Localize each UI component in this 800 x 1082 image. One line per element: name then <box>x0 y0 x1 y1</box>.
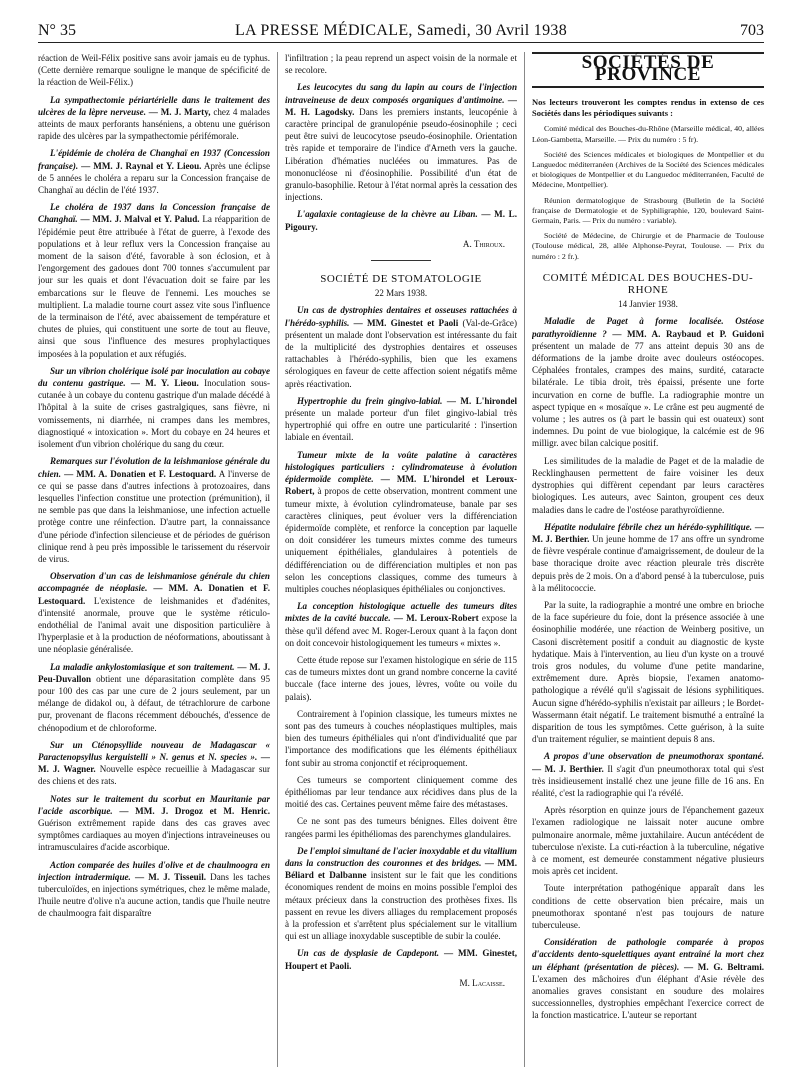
abstract-entry <box>38 147 270 196</box>
entry-text: (Val-de-Grâce) présentent un malade dont l'observation est intéressante du fait de la multiplicité des dystrophies dentaires et osseuses rattachables à l'hérédo-syphilis, bien que les examens sérologiques en faveur de cette affection soient négatifs même après réactivation. <box>285 317 517 389</box>
abstract-entry <box>38 570 270 655</box>
entry-title: Maladie de Paget à forme localisée. Ostéose parathyroïdienne ? <box>532 316 764 339</box>
abstract-entry <box>285 208 517 232</box>
entry-authors: — MM. Béliard et Dalbanne <box>285 857 517 881</box>
entry-text: insistent sur le fait que les conditions économiques rendent de moins en moins possible l'emploi des métaux précieux dans la construction des prothèses fixes. Ils passent en revue les divers alliages du remplacement proposés à la profession et s'arrêtent plus spécialement sur le vitallium qui est un alliage inoxydable susceptible de subir la coulée. <box>285 870 517 942</box>
entry-title: La conception histologique actuelle des tumeurs dites mixtes de la cavité buccale. <box>285 601 517 624</box>
entry-authors: — M. Leroux-Robert <box>390 613 479 624</box>
abstract-entry <box>38 365 270 450</box>
abstract-entry <box>285 654 517 703</box>
abstract-entry <box>38 793 270 854</box>
entry-text: L'existence de leishmanides et d'adénites, d'intensité anormale, prouve que le système réticulo-endothélial de l'animal avait une disposition particulière à l'hyperplasie et à la production de néoformations, aboutissant à une néoplasie généralisée. <box>38 595 270 655</box>
section-title: COMITÉ MÉDICAL DES BOUCHES-DU-RHONE <box>542 271 754 297</box>
entry-title: La maladie ankylostomiasique et son traitement. <box>50 661 235 672</box>
entry-text: Un jeune homme de 17 ans offre un syndrome de fièvre vespérale continue d'amaigrissement, de douleur de la base thoracique droite avec réaction pleurale très discrète depuis près de 2 mois. On a d'abord pensé à la tuberculose, puis à la mélitococcie. <box>532 533 764 593</box>
signature: A. Thiroux. <box>462 238 505 249</box>
abstract-entry <box>38 661 270 734</box>
journal-title: LA PRESSE MÉDICALE, Samedi, 30 Avril 1938 <box>234 22 567 39</box>
entry-text: Les similitudes de la maladie de Paget et de la maladie de Recklinghausen permettent de faire voisiner les deux dystrophies qui diffèrent cependant par leurs caractères biologiques. Les auteurs, avec Sainton, groupent ces deux maladies dans le cadre de l'ostéose parathyroïdienne. <box>532 455 764 515</box>
abstract-entry <box>532 882 764 931</box>
entry-authors: — MM. Ginestet et Paoli <box>349 317 459 328</box>
entry-text: Après une éclipse de 5 années le choléra a reparu sur la Concession française de Changhaï au déclin de l'été 1937. <box>38 160 270 196</box>
section-date: 14 Janvier 1938. <box>618 299 678 310</box>
entry-title: Observation d'un cas de leishmaniose générale du chien accompagnée de néoplasie. <box>38 571 270 594</box>
entry-title: Sur un Cténopsyllide nouveau de Madagascar « Paractenopsyllus kerguistelli » N. genus et N. species ». <box>38 739 270 762</box>
abstract-entry <box>285 395 517 444</box>
entry-authors: — M. J. Peu-Duvallon <box>38 661 270 684</box>
entry-text: Contrairement à l'opinion classique, les tumeurs mixtes ne sont pas des tumeurs à couches néoplastiques multiples, mais bien des tumeurs épithéliales qui n'ont d'individualité que par l'importance des modifications que les éléments épithéliaux font subir au stroma conjonctif et réciproquement. <box>285 708 517 768</box>
abstract-entry <box>532 804 764 877</box>
entry-text: chez 4 malades atteints de maux perforants hanséniens, a obtenu une guérison rapide des ulcères par la sympathectomie périfémorale. <box>38 106 270 142</box>
abstract-entry <box>38 94 270 143</box>
abstract-entry <box>38 455 270 565</box>
page-label: N° 35 <box>38 22 76 39</box>
entry-title: Hypertrophie du frein gingivo-labial. <box>297 395 443 406</box>
abstract-entry <box>285 600 517 649</box>
entry-title: De l'emploi simultané de l'acier inoxydable et du vitallium dans la construction des couronnes et des bridges. <box>285 845 517 868</box>
entry-title: Tumeur mixte de la voûte palatine à caractères histologiques particuliers : cylindromateuse à évolution épidermoïde complète. <box>285 449 517 485</box>
entry-authors: — M. H. Lagodsky. <box>285 94 517 117</box>
entry-text: expose la thèse qu'il défend avec M. Roger-Leroux quant à la façon dont on doit concevoir histologiquement les tumeurs « mixtes ». <box>285 613 517 648</box>
entry-text: La réapparition de l'épidémie peut être attribuée à l'état de guerre, à l'exode des populations et à leur reflux vers la Concession française au moment de la saison d'été, favorable à son éclosion, et à l'engorgement des gadoues dont 700 tonnes s'accumulent par jour sur les quais et dont l'évacuation doit se faire par les embarcations sur le fleuve de l'ennemi. Les mouches se multiplient. La maladie tourne court assez vite sous l'influence de la terminaison de l'été, avec abaissement de température et chutes de pluies, qui constituent une sorte de tout au fleuve, ainsi que sous l'influence des mesures prophylactiques imposées à la population et aux réfugiés. <box>38 214 270 359</box>
entry-title: Un cas de dystrophies dentaires et osseuses rattachées à l'hérédo-syphilis. <box>285 305 517 328</box>
entry-text: Après résorption en quinze jours de l'épanchement gazeux l'examen radiologique ne laissait noter aucune ombre pulmonaire anormale, même juxtahilaire. Aucun antécédent de tuberculose n'existe. La cuti-réaction à la tuberculine, négative à ce moment, est demeurée constamment négative plusieurs mois après cet incident. <box>532 805 764 877</box>
entry-text: à propos de cette observation, montrent comment une tumeur mixte, à évolution cylindromateuse, banale par ses caractères cliniques, peut évoluer vers la différenciation épidermoïde complète, et renforce la conception par laquelle on doit considérer les tumeurs mixtes comme des tumeurs uniquement épithéliales, glandulaires à potentiels de dédifférenciation ou de différenciation multiples et non pas selon les conceptions classiques, comme des tumeurs à multiples couches néoplasiques épithéliales ou conjonctives. <box>285 486 517 594</box>
abstract-entry <box>532 521 764 594</box>
section-title: SOCIÉTÉ DE STOMATOLOGIE <box>320 273 482 286</box>
entry-text: Dans les taches tuberculoïdes, en injections symétriques, chez le même malade, l'huile neutre d'olive n'a aucune action, tandis que l'huile neutre de chaulmoogra fait disparaître <box>38 871 270 919</box>
entry-authors: — M. J. Berthier. <box>532 521 764 544</box>
section-date: 22 Mars 1938. <box>374 288 428 299</box>
entry-text: Dans les premiers instants, leucopénie à caractère principal de granulopénie pseudo-éosinophile ; ceci peut être suivi de leucocytose pseudo-éosinophile. Orientation très rapide et temporaire de l'indice d'Arneth vers la gauche. Libération d'hématies nucléées ou immatures. Pas de mononucléose ni d'éosinophilie. Possibilité d'un état de granulo-basophilie. Retour à l'état normal après la cessation des injections. <box>285 106 517 203</box>
entry-text: Il s'agit d'un pneumothorax total qui s'est très insidieusement installé chez une jeune fille de 16 ans. En réalité, c'est la radiographie qui l'a révélé. <box>532 763 764 798</box>
abstract-entry <box>38 859 270 920</box>
entry-authors: — MM. A. Raybaud et P. Guidoni <box>606 328 764 339</box>
entry-authors: — M. J. Marty, <box>145 106 211 117</box>
abstract-entry <box>285 947 517 971</box>
abstract-entry <box>285 708 517 769</box>
abstract-entry <box>532 315 764 449</box>
entry-text: Toute interprétation pathogénique apparaît dans les conditions de cette observation bien précaire, mais un pneumothorax spontané n'est pas toujours de nature tuberculeuse. <box>532 883 764 930</box>
entry-text: réaction de Weil-Félix positive sans avoir jamais eu de typhus. (Cette dernière remarque souligne le manque de spécificité de la réaction de Weil-Félix.) <box>38 53 270 88</box>
entry-title: Action comparée des huiles d'olive et de chaulmoogra en injection intradermique. <box>38 859 270 882</box>
abstract-entry <box>532 750 764 799</box>
entry-title: Remarques sur l'évolution de la leishmaniose générale du chien. <box>38 456 270 479</box>
entry-title: L'agalaxie contagieuse de la chèvre au Liban. <box>297 209 478 220</box>
entry-authors: — M. L. Pigoury. <box>285 209 517 232</box>
signature: M. Lacaisse. <box>459 977 505 988</box>
entry-text: obtient une déparasitation complète dans 95 pour 100 des cas par une cure de 2 jours seulement, par un mélange de didakol ou, à défaut, de tétrachlorure de carbone pur, provenant de flacons récemment débouchés, d'essence de chénopodium et de chloroforme. <box>38 673 270 733</box>
entry-text: Nouvelle espèce recueillie à Madagascar sur des chiens et des rats. <box>38 764 270 787</box>
abstract-entry <box>38 201 270 360</box>
entry-authors: — M. Y. Lieou. <box>125 378 199 389</box>
abstract-entry <box>532 936 764 1021</box>
column-left <box>38 52 270 1076</box>
entry-text: Par la suite, la radiographie a montré une ombre en brioche de la face supérieure du foie, dont la présence associée à une éosinophilie modérée, une réaction de Weinberg positive, un Casoni discrètement positif a conduit au diagnostic de kyste hydatique. Mais à l'intervention, au lieu d'un kyste on a trouvé trois gros nodules, du volume d'une petite mandarine, extrêmement dure. Après biopsie, l'examen anatomo-pathologique a révélé qu'il s'agissait de lésions syphilitiques. Aucun signe d'hérédo-syphilis n'existait par ailleurs ; le Bordet-Wassermann était négatif. Le traitement bismuthé a entraîné la disparition de tous les symptômes. Cette guérison, à la suite d'un traitement régulier, se maintient depuis 8 ans. <box>532 599 764 745</box>
entry-authors: — MM. Ginestet, Houpert et Paoli. <box>285 948 517 971</box>
entry-text: présente un malade porteur d'un filet gingivo-labial très hypertrophié qui offre en outre une particularité : l'insertion labiale en éventail. <box>285 408 517 443</box>
entry-title: Sur un vibrion cholérique isolé par inoculation au cobaye du contenu gastrique. <box>38 365 270 389</box>
societies-heading-box <box>532 52 764 88</box>
entry-authors: — MM. A. Donatien et F. Lestoquard. <box>38 583 270 606</box>
abstract-entry <box>285 845 517 943</box>
column-rule <box>524 52 525 1067</box>
abstract-entry <box>38 52 270 89</box>
abstract-entry <box>532 599 764 745</box>
entry-title: A propos d'une observation de pneumothorax spontané. <box>544 751 764 762</box>
entry-title: Le choléra de 1937 dans la Concession française de Changhaï. <box>38 202 270 225</box>
entry-title: Hépatite nodulaire fébrile chez un hérédo-syphilitique. <box>544 521 753 532</box>
entry-authors: — MM. L'hirondel et Leroux-Robert, <box>285 474 517 497</box>
page-header <box>38 20 764 43</box>
periodical-listing: Société de Médecine, de Chirurgie et de Pharmacie de Toulouse (Toulouse médical, 28, allée Alphonse-Peyrat, Toulouse. — Prix du numéro : 2 fr.). <box>532 231 764 261</box>
entry-authors: — MM. J. Raynal et Y. Lieou. <box>78 160 202 171</box>
entry-title: Notes sur le traitement du scorbut en Mauritanie par l'acide ascorbique. <box>38 793 270 816</box>
entry-text: A l'inverse de ce qui se passe dans d'autres infections à protozoaires, dans lesquelles l'infection constitue une protection (prémunition), il ne semble pas que dans la leishmaniose, une infection actuelle protège contre une réinfection. D'autre part, la connaissance d'une période d'infection silencieuse et de périodes de guérison clinique rend à peu près impossible le tarissement du réservoir de virus. <box>38 468 270 564</box>
abstract-entry <box>285 774 517 811</box>
entry-text: L'examen des mâchoires d'un éléphant d'Asie révèle des anomalies graves consistant en soudure des molaires successionnelles, dystrophies empêchant l'exercice correct de la fonction masticatrice. L'auteur se reportant <box>532 973 764 1021</box>
abstract-entry <box>532 455 764 516</box>
abstract-entry <box>285 304 517 389</box>
entry-text: Ce ne sont pas des tumeurs bénignes. Elles doivent être rangées parmi les épithéliomas des parenchymes glandulaires. <box>285 816 517 839</box>
column-right <box>532 52 764 1076</box>
entry-text: Guérison extrêmement rapide dans des cas graves avec symptômes cardiaques au moyen d'injections intraveineuses ou intramusculaires d'acide ascorbique. <box>38 817 270 853</box>
entry-title: L'épidémie de choléra de Changhaï en 1937 (Concession française). <box>38 148 270 171</box>
abstract-entry <box>285 52 517 76</box>
abstract-entry <box>285 815 517 839</box>
entry-authors: — M. G. Beltrami. <box>679 961 764 972</box>
column-middle <box>285 52 517 1076</box>
periodical-listing: Comité médical des Bouches-du-Rhône (Marseille médical, 40, allées Léon-Gambetta, Marseille. — Prix du numéro : 5 fr). <box>532 124 764 144</box>
entry-authors: — MM. A. Donatien et F. Lestoquard. <box>61 468 217 479</box>
entry-title: La sympathectomie périartérielle dans le traitement des ulcères de la lèpre nerveuse. <box>38 94 270 117</box>
abstract-entry <box>38 739 270 788</box>
entry-authors: — M. L'hirondel <box>442 395 517 406</box>
entry-authors: — M. J. Wagner. <box>38 751 270 775</box>
section-divider <box>371 260 431 261</box>
entry-authors: — M. J. Berthier. <box>532 763 604 774</box>
entry-title: Considération de pathologie comparée à propos d'accidents dento-squelettiques ayant entraîné la mort chez un éléphant (présentation de pièces). <box>532 937 764 972</box>
entry-title: Un cas de dysplasie de Capdepont. <box>297 948 440 959</box>
entry-text: Cette étude repose sur l'examen histologique en série de 115 cas de tumeurs mixtes dont un grand nombre concerne la cavité buccale (face interne des joues, lèvres, voûte ou voile du palais). <box>285 654 517 702</box>
entry-title: Les leucocytes du sang du lapin au cours de l'injection intraveineuse de deux composés organiques d'antimoine. <box>285 82 517 105</box>
entry-authors: — M. J. Tisseuil. <box>130 871 207 882</box>
entry-authors: — MM. J. Drogoz et M. Henric. <box>112 805 270 816</box>
abstract-entry <box>285 449 517 595</box>
societies-intro: Nos lecteurs trouveront les comptes rendus in extenso de ces Sociétés dans les périodiques suivants : <box>532 97 764 119</box>
page-number: 703 <box>740 22 764 39</box>
abstract-entry <box>285 81 517 203</box>
societies-title: SOCIÉTÉS DE PROVINCE <box>581 52 715 86</box>
entry-text: l'infiltration ; la peau reprend un aspect voisin de la normale et se recolore. <box>285 53 517 76</box>
column-rule <box>277 52 278 1067</box>
entry-text: Inoculation sous-cutanée à un cobaye du contenu gastrique d'un malade décédé à l'hôpital à la suite de crises gastralgiques, sans fièvre, ni vomissements, ni diarrhée, ni crampes dans les membres, diagnostiqué « intoxication ». Mort du cobaye en 24 heures et isolement d'un vibrion cholérique du sang du cœur. <box>38 378 270 450</box>
entry-text: présentent un malade de 77 ans atteint depuis 30 ans de déformations de la jambe droite avec douleurs ostéocopes. Céphalées frontales, crampes des mains, surdité, cataracte bilatérale. Le tibia droit, très épaissi, présente une forte incurvation en corne de buffle. La radiographie montre un aspect typique en « mosaïque ». Le crâne est peu augmenté de volume ; les autres os (à part le bassin qui est ouateux) sont indemnes. Du point de vue biologique, la calcémie est de 96 milligr. avec bilan calcique positif. <box>532 340 764 449</box>
periodical-listing: Réunion dermatologique de Strasbourg (Bulletin de la Société française de Dermatologie et de Syphiligraphie, 120, boulevard Saint-Germain, Paris. — Prix du numéro : variable). <box>532 195 764 226</box>
periodical-listing: Société des Sciences médicales et biologiques de Montpellier et du Languedoc méditerranéen (Archives de la Société des Sciences médicales et biologiques de Montpellier et du Languedoc méditerranéen, Faculté de Médecine, Montpellier). <box>532 149 764 190</box>
entry-authors: — MM. J. Malval et Y. Palud. <box>77 214 200 225</box>
entry-text: Ces tumeurs se comportent cliniquement comme des épithéliomas par leur tendance aux récidives dans plus de la moitié des cas. Certaines peuvent même faire des métastases. <box>285 774 517 810</box>
